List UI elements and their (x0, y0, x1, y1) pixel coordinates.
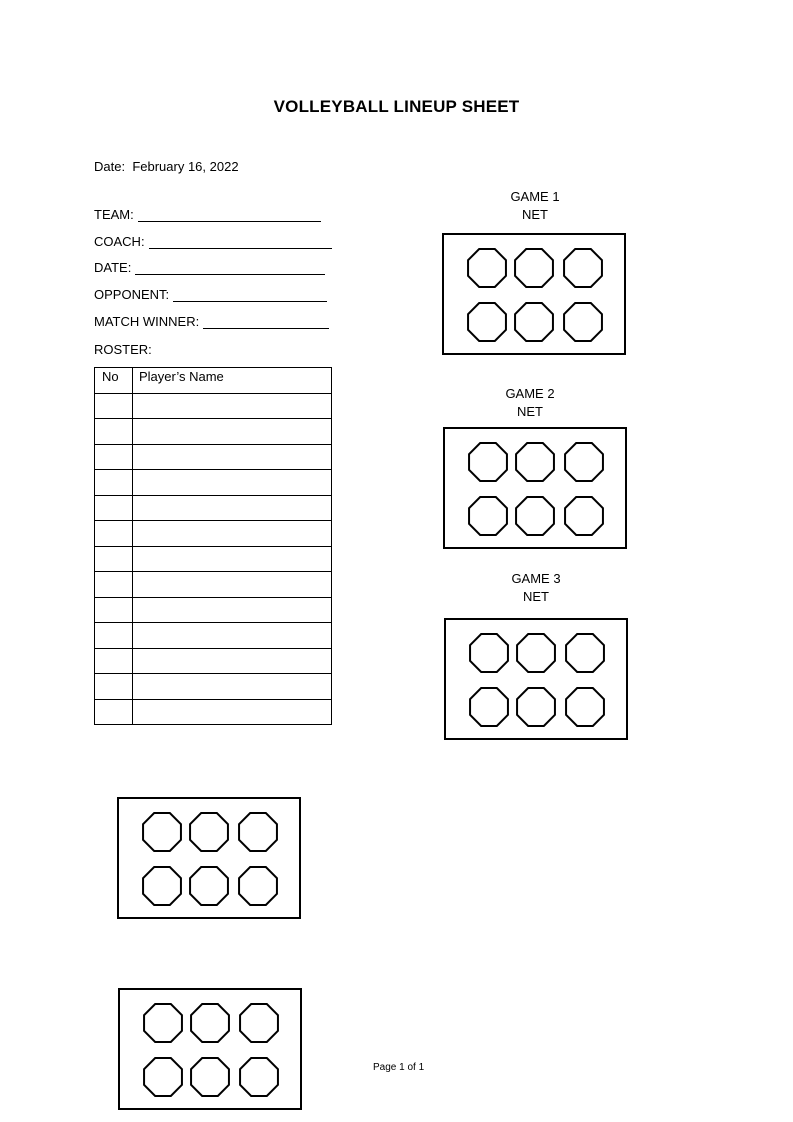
game-2-header (435, 385, 625, 421)
player-position-octagon-3[interactable] (239, 813, 277, 851)
game-3-title: GAME 3 (511, 571, 561, 586)
table-row (95, 623, 332, 649)
opponent-label: OPPONENT: (94, 287, 170, 302)
game-3-header (441, 570, 631, 606)
table-row (95, 470, 332, 496)
roster-number-cell[interactable] (95, 546, 133, 572)
roster-number-cell[interactable] (95, 495, 133, 521)
roster-number-cell[interactable] (95, 597, 133, 623)
date-blank[interactable] (135, 261, 325, 275)
player-position-octagon-5[interactable] (515, 303, 553, 341)
roster-name-cell[interactable] (133, 495, 332, 521)
court-positions (119, 799, 299, 917)
roster-name-cell[interactable] (133, 393, 332, 419)
roster-name-cell[interactable] (133, 419, 332, 445)
date-line (94, 159, 239, 174)
game-2-net-label: NET (517, 404, 543, 419)
table-row (95, 674, 332, 700)
roster-body (95, 393, 332, 725)
extra-court-2 (118, 988, 302, 1110)
player-position-octagon-1[interactable] (468, 249, 506, 287)
game-1-header (440, 188, 630, 224)
player-position-octagon-4[interactable] (470, 688, 508, 726)
roster-number-cell[interactable] (95, 470, 133, 496)
player-position-octagon-4[interactable] (143, 867, 181, 905)
roster-number-cell[interactable] (95, 521, 133, 547)
roster-name-cell[interactable] (133, 444, 332, 470)
roster-name-cell[interactable] (133, 546, 332, 572)
player-position-octagon-6[interactable] (566, 688, 604, 726)
coach-field (94, 234, 332, 249)
opponent-blank[interactable] (173, 288, 327, 302)
roster-table (94, 367, 332, 725)
game-2-court (443, 427, 627, 549)
table-row (95, 521, 332, 547)
header-player-name: Player’s Name (133, 368, 332, 394)
court-positions (120, 990, 300, 1108)
team-field (94, 207, 321, 222)
roster-number-cell[interactable] (95, 419, 133, 445)
player-position-octagon-3[interactable] (564, 249, 602, 287)
roster-header-row (95, 368, 332, 394)
table-row (95, 597, 332, 623)
date-field (94, 260, 325, 275)
player-position-octagon-5[interactable] (516, 497, 554, 535)
table-row (95, 699, 332, 725)
roster-name-cell[interactable] (133, 521, 332, 547)
roster-number-cell[interactable] (95, 674, 133, 700)
match-winner-field (94, 314, 329, 329)
date-label: Date: (94, 159, 126, 174)
game-3-net-label: NET (523, 589, 549, 604)
player-position-octagon-1[interactable] (469, 443, 507, 481)
player-position-octagon-3[interactable] (565, 443, 603, 481)
date-field-label: DATE: (94, 260, 132, 275)
match-winner-blank[interactable] (203, 315, 329, 329)
player-position-octagon-2[interactable] (190, 813, 228, 851)
court-positions (446, 620, 626, 738)
table-row (95, 419, 332, 445)
player-position-octagon-3[interactable] (566, 634, 604, 672)
player-position-octagon-4[interactable] (469, 497, 507, 535)
player-position-octagon-4[interactable] (144, 1058, 182, 1096)
opponent-field (94, 287, 327, 302)
match-winner-label: MATCH WINNER: (94, 314, 200, 329)
header-no: No (95, 368, 133, 394)
player-position-octagon-2[interactable] (191, 1004, 229, 1042)
player-position-octagon-3[interactable] (240, 1004, 278, 1042)
extra-court-1 (117, 797, 301, 919)
player-position-octagon-2[interactable] (517, 634, 555, 672)
player-position-octagon-6[interactable] (240, 1058, 278, 1096)
table-row (95, 572, 332, 598)
player-position-octagon-1[interactable] (470, 634, 508, 672)
player-position-octagon-4[interactable] (468, 303, 506, 341)
roster-name-cell[interactable] (133, 623, 332, 649)
roster-name-cell[interactable] (133, 699, 332, 725)
roster-label: ROSTER: (94, 342, 152, 357)
roster-number-cell[interactable] (95, 648, 133, 674)
player-position-octagon-5[interactable] (191, 1058, 229, 1096)
roster-number-cell[interactable] (95, 572, 133, 598)
player-position-octagon-5[interactable] (517, 688, 555, 726)
roster-name-cell[interactable] (133, 597, 332, 623)
roster-number-cell[interactable] (95, 699, 133, 725)
roster-name-cell[interactable] (133, 674, 332, 700)
roster-number-cell[interactable] (95, 393, 133, 419)
player-position-octagon-1[interactable] (143, 813, 181, 851)
table-row (95, 546, 332, 572)
page-footer: Page 1 of 1 (373, 1062, 425, 1073)
court-positions (445, 429, 625, 547)
player-position-octagon-6[interactable] (239, 867, 277, 905)
roster-name-cell[interactable] (133, 648, 332, 674)
player-position-octagon-6[interactable] (565, 497, 603, 535)
coach-label: COACH: (94, 234, 145, 249)
coach-blank[interactable] (149, 235, 332, 249)
table-row (95, 444, 332, 470)
date-value: February 16, 2022 (132, 159, 239, 174)
table-row (95, 393, 332, 419)
player-position-octagon-6[interactable] (564, 303, 602, 341)
game-1-court (442, 233, 626, 355)
game-1-net-label: NET (522, 207, 548, 222)
roster-number-cell[interactable] (95, 444, 133, 470)
team-label: TEAM: (94, 207, 134, 222)
page-title: VOLLEYBALL LINEUP SHEET (273, 97, 520, 116)
roster-number-cell[interactable] (95, 623, 133, 649)
player-position-octagon-2[interactable] (515, 249, 553, 287)
player-position-octagon-2[interactable] (516, 443, 554, 481)
game-3-court (444, 618, 628, 740)
team-blank[interactable] (138, 208, 321, 222)
table-row (95, 495, 332, 521)
game-2-title: GAME 2 (505, 386, 555, 401)
roster-name-cell[interactable] (133, 572, 332, 598)
player-position-octagon-1[interactable] (144, 1004, 182, 1042)
player-position-octagon-5[interactable] (190, 867, 228, 905)
game-1-title: GAME 1 (510, 189, 560, 204)
roster-name-cell[interactable] (133, 470, 332, 496)
court-positions (444, 235, 624, 353)
table-row (95, 648, 332, 674)
